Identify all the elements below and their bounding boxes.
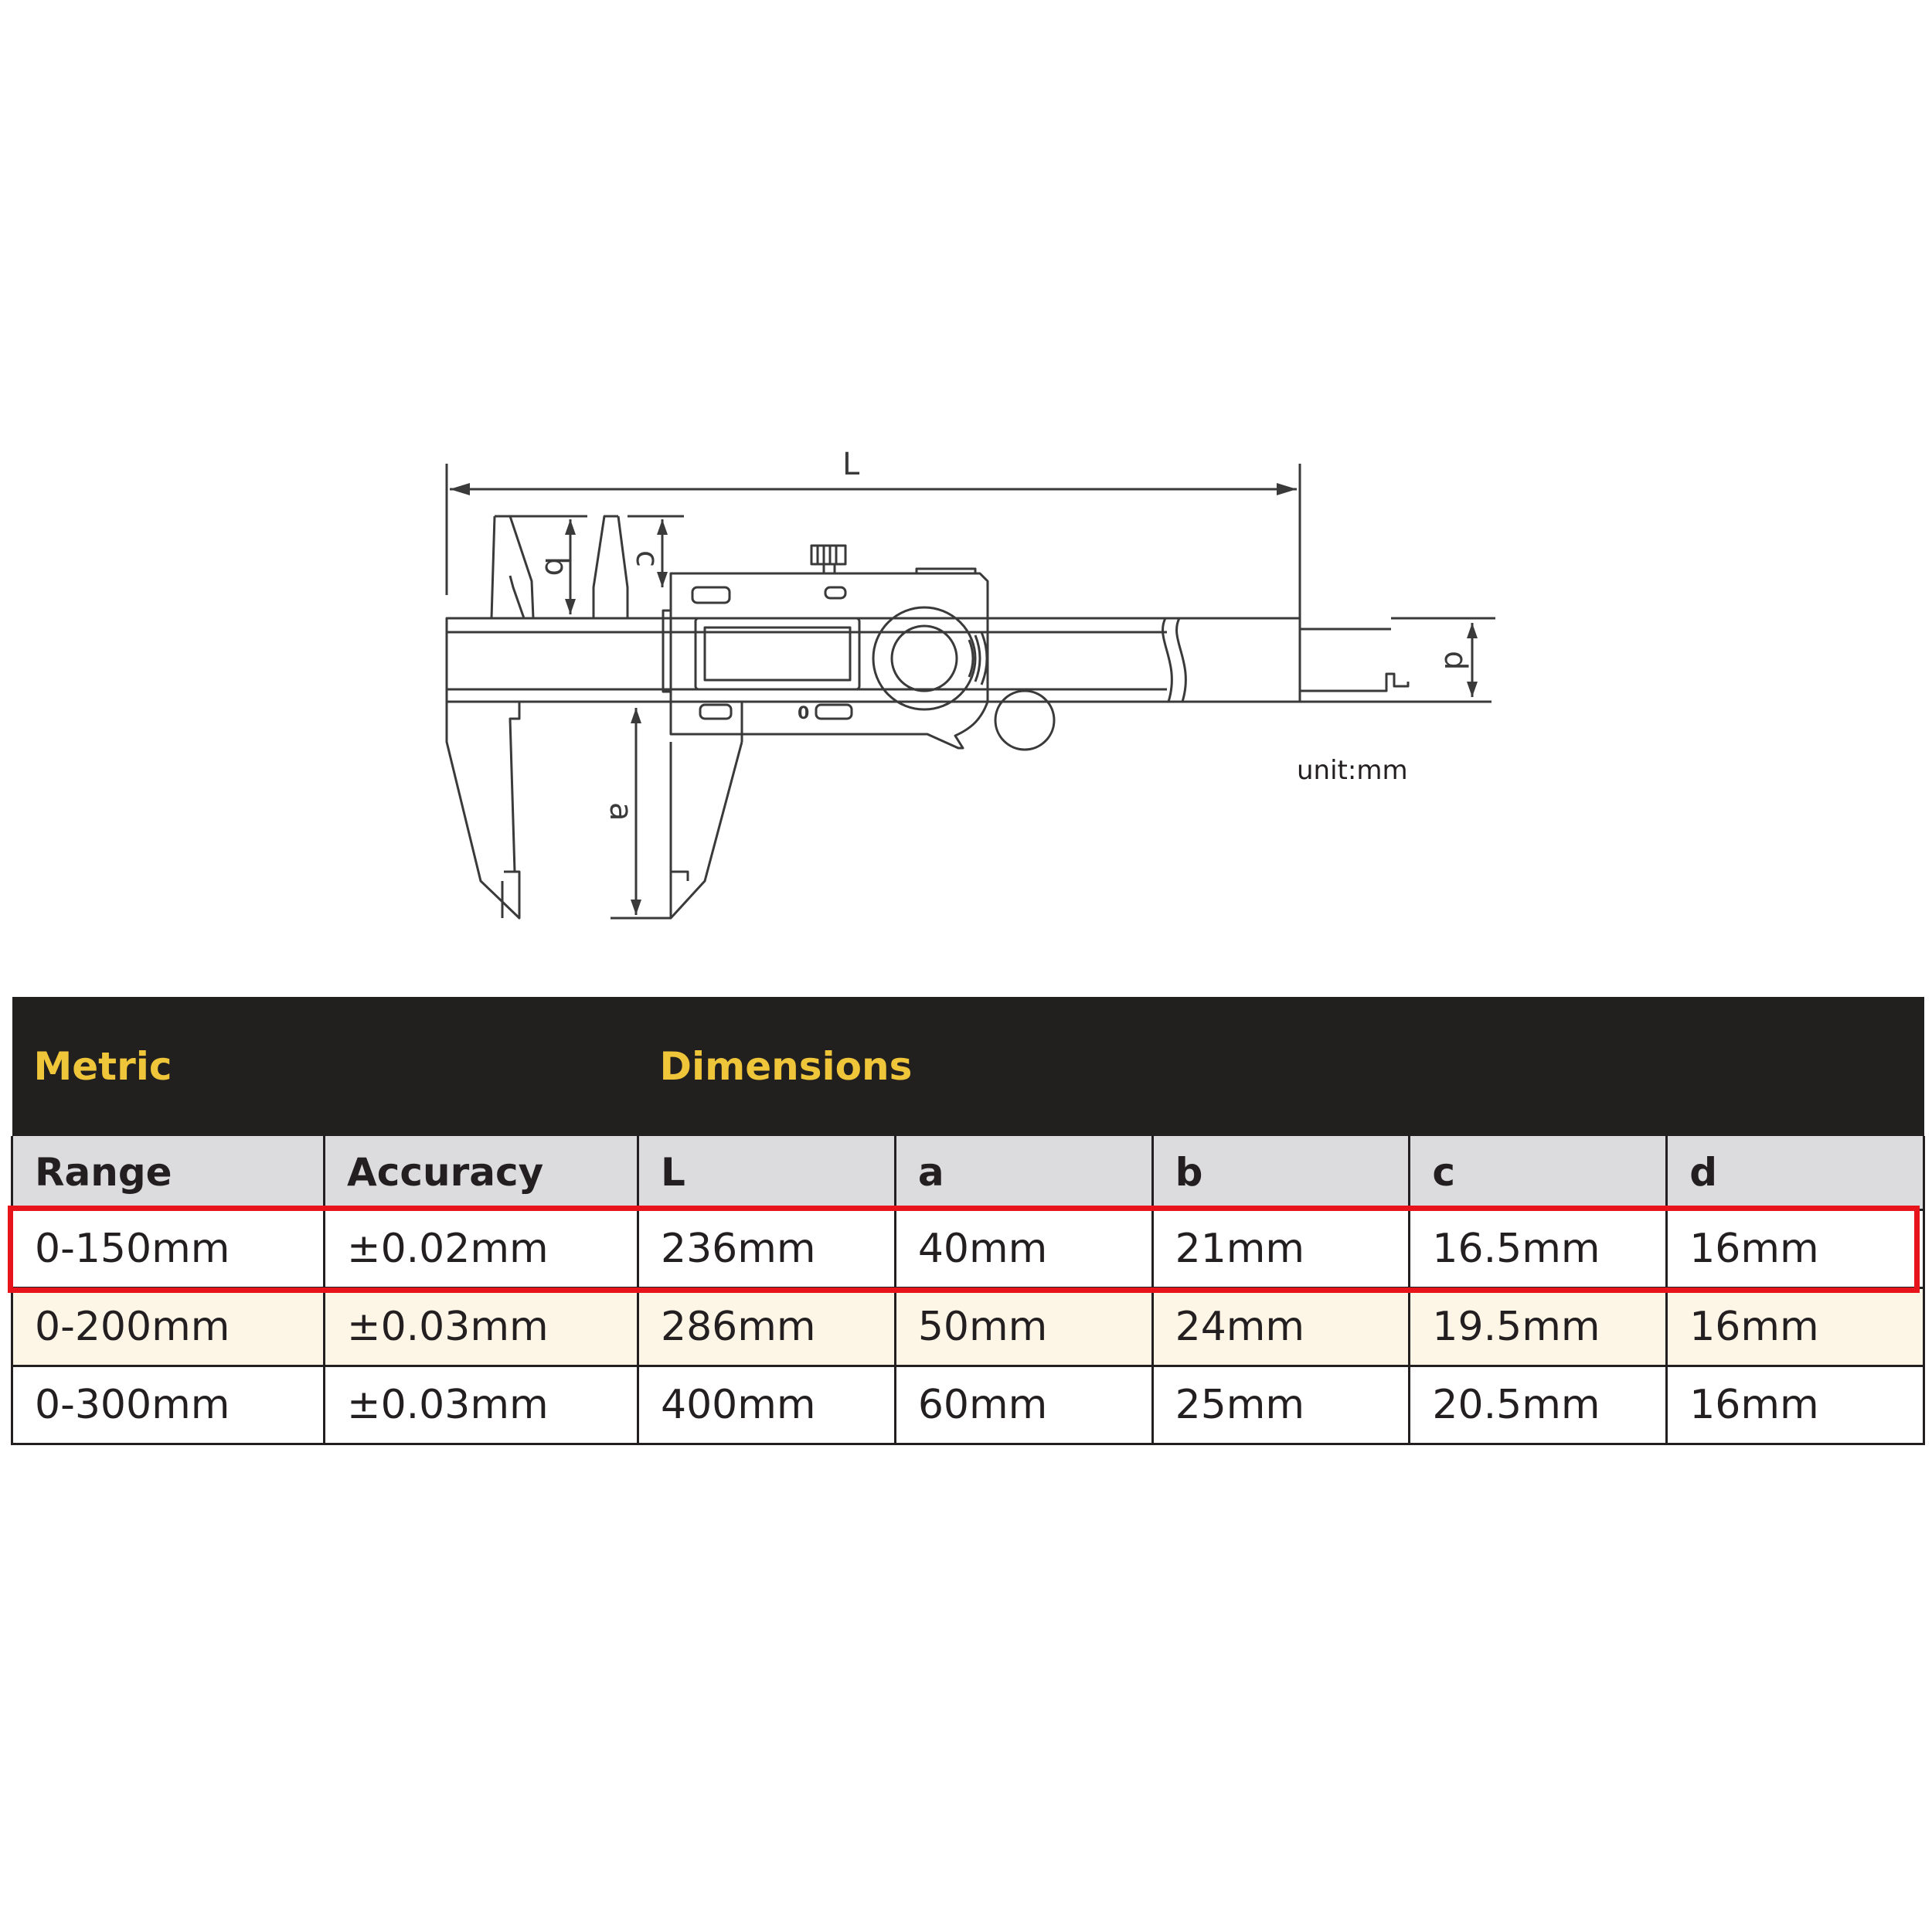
column-header-L: L [638, 1136, 896, 1210]
column-header-accuracy: Accuracy [325, 1136, 638, 1210]
cell-L: 236mm [638, 1210, 896, 1288]
thumb-wheel-housing [873, 607, 975, 709]
label-L: L [842, 447, 860, 482]
cell-range: 0-200mm [12, 1288, 325, 1366]
cell-a: 40mm [895, 1210, 1152, 1288]
table-row [12, 1210, 1924, 1288]
label-c: c [629, 550, 665, 567]
dimensions-header: Dimensions [638, 997, 1924, 1136]
cell-b: 25mm [1152, 1366, 1410, 1444]
cell-d: 16mm [1667, 1288, 1924, 1366]
cell-b: 21mm [1152, 1210, 1410, 1288]
column-header-row [12, 1136, 1924, 1210]
unit-note: unit:mm [1297, 755, 1408, 786]
column-header-d: d [1667, 1136, 1924, 1210]
cell-a: 50mm [895, 1288, 1152, 1366]
cell-d: 16mm [1667, 1366, 1924, 1444]
cell-c: 16.5mm [1410, 1210, 1667, 1288]
cell-accuracy: ±0.02mm [325, 1210, 638, 1288]
specification-table [11, 997, 1925, 1445]
cell-a: 60mm [895, 1366, 1152, 1444]
table-title-row [12, 997, 1924, 1136]
cell-c: 19.5mm [1410, 1288, 1667, 1366]
cell-b: 24mm [1152, 1288, 1410, 1366]
cell-L: 400mm [638, 1366, 896, 1444]
cell-range: 0-300mm [12, 1366, 325, 1444]
column-header-c: c [1410, 1136, 1667, 1210]
column-header-range: Range [12, 1136, 325, 1210]
display-zero-label: 0 [798, 704, 810, 723]
label-a: a [603, 802, 638, 821]
metric-header: Metric [12, 997, 638, 1136]
lcd-display [696, 618, 859, 689]
cell-L: 286mm [638, 1288, 896, 1366]
cell-c: 20.5mm [1410, 1366, 1667, 1444]
thumb-roller [995, 691, 1054, 750]
table-row [12, 1288, 1924, 1366]
table-row [12, 1366, 1924, 1444]
cell-accuracy: ±0.03mm [325, 1366, 638, 1444]
cell-accuracy: ±0.03mm [325, 1288, 638, 1366]
column-header-b: b [1152, 1136, 1410, 1210]
slider-body [671, 573, 988, 748]
label-d: d [1437, 651, 1473, 671]
cell-range: 0-150mm [12, 1210, 325, 1288]
cell-d: 16mm [1667, 1210, 1924, 1288]
column-header-a: a [895, 1136, 1152, 1210]
label-b: b [538, 556, 573, 577]
